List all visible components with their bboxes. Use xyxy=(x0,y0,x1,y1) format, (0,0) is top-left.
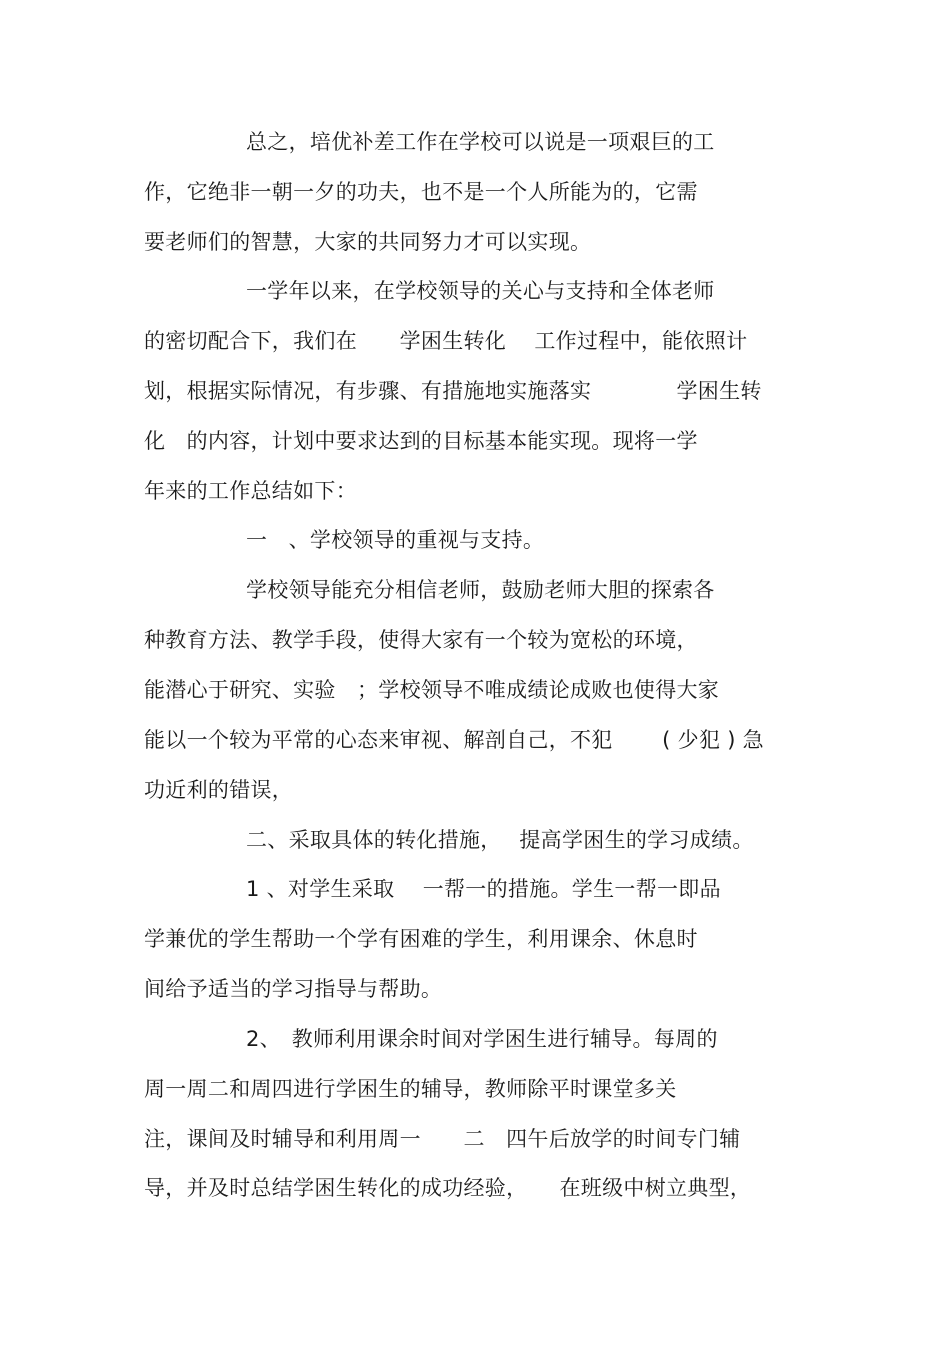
paragraph-line: 注，课间及时辅导和利用周一 二 四午后放学的时间专门辅 xyxy=(144,1127,741,1151)
paragraph-line: 化 的内容，计划中要求达到的目标基本能实现。现将一学 xyxy=(144,429,698,453)
paragraph-line: 总之，培优补差工作在学校可以说是一项艰巨的工 xyxy=(246,130,715,154)
paragraph-line: 一学年以来，在学校领导的关心与支持和全体老师 xyxy=(246,279,715,303)
paragraph-line: 能潜心于研究、实验 ；学校领导不唯成绩论成败也使得大家 xyxy=(144,678,720,702)
paragraph-line: 周一周二和周四进行学困生的辅导，教师除平时课堂多关 xyxy=(144,1077,677,1101)
section-heading: 一 、学校领导的重视与支持。 xyxy=(246,528,545,552)
paragraph-line: 2、 教师利用课余时间对学困生进行辅导。每周的 xyxy=(246,1027,718,1051)
paragraph-line: 年来的工作总结如下： xyxy=(144,479,357,503)
paragraph-line: 种教育方法、教学手段，使得大家有一个较为宽松的环境， xyxy=(144,628,698,652)
paragraph-line: 功近利的错误， xyxy=(144,778,294,802)
paragraph-line: 间给予适当的学习指导与帮助。 xyxy=(144,977,443,1001)
section-heading: 二、采取具体的转化措施， 提高学困生的学习成绩。 xyxy=(246,828,754,852)
paragraph-line: 导，并及时总结学困生转化的成功经验， 在班级中树立典型， xyxy=(144,1176,752,1200)
paragraph-line: 作，它绝非一朝一夕的功夫，也不是一个人所能为的，它需 xyxy=(144,180,698,204)
paragraph-line: 划，根据实际情况，有步骤、有措施地实施落实 学困生转 xyxy=(144,379,762,403)
paragraph-line: 要老师们的智慧，大家的共同努力才可以实现。 xyxy=(144,230,592,254)
paragraph-line: 学校领导能充分相信老师，鼓励老师大胆的探索各 xyxy=(246,578,715,602)
paragraph-line: 学兼优的学生帮助一个学有困难的学生，利用课余、休息时 xyxy=(144,927,698,951)
paragraph-line: 的密切配合下，我们在 学困生转化 工作过程中，能依照计 xyxy=(144,329,748,353)
paragraph-line: 1 、对学生采取 一帮一的措施。学生一帮一即品 xyxy=(246,877,721,901)
paragraph-line: 能以一个较为平常的心态来审视、解剖自己，不犯 ( 少犯 ) 急 xyxy=(144,728,764,752)
